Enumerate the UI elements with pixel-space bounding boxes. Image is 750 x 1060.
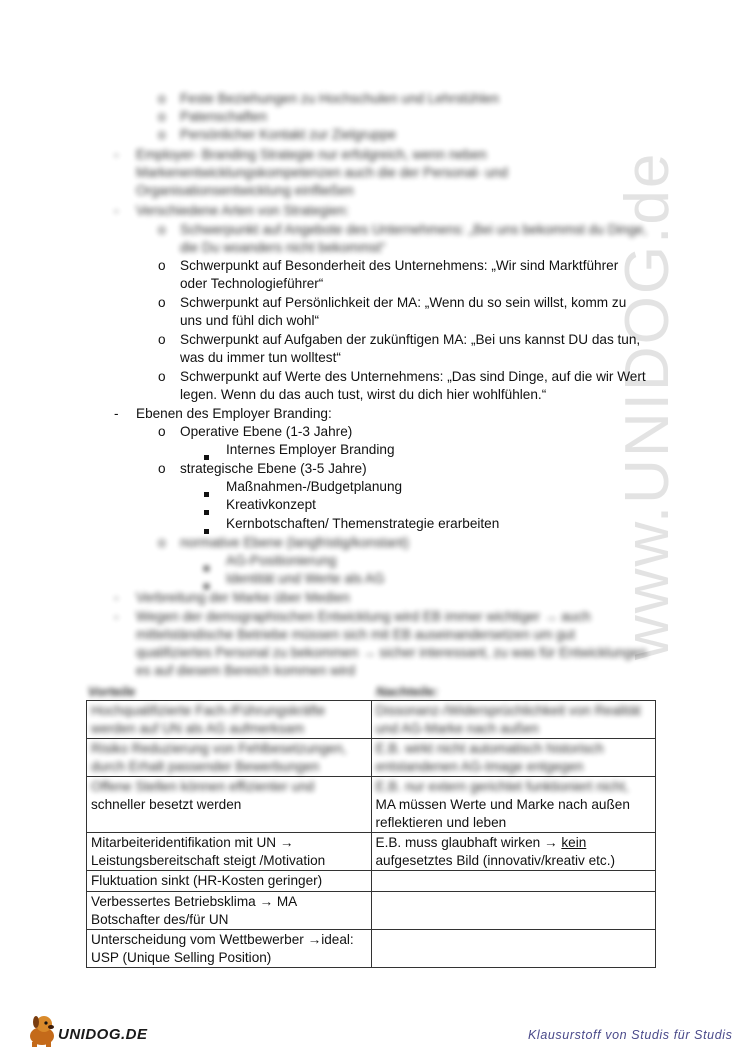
footer-tagline: Klausurstoff von Studis für Studis xyxy=(528,1028,733,1042)
table-cell xyxy=(87,891,372,929)
table-cell xyxy=(87,833,372,871)
table-cell: Risiko Reduzierung von Fehlbesetzungen, durch Erhalt passender Bewerbungen xyxy=(87,739,372,777)
table-cell xyxy=(87,777,372,833)
square-bullet xyxy=(204,484,209,502)
blurred-line: normative Ebene (langfristig/konstant) xyxy=(180,535,409,550)
blurred-line: Patenschaften xyxy=(180,109,267,124)
strategy-line: Schwerpunkt auf Aufgaben der zukünftigen MA: „Bei uns kannst DU das tun, xyxy=(180,332,641,347)
table-row xyxy=(87,930,656,968)
level-item: strategische Ebene (3-5 Jahre) xyxy=(180,461,367,476)
blurred-line: Markenentwicklungskompetenzen auch die der Personal- und xyxy=(136,165,508,180)
cell-text: Botschafter des/für UN xyxy=(91,911,229,927)
strategy-line: legen. Wenn du das auch tust, wirst du dich hier wohlfühlen.“ xyxy=(180,387,547,402)
cell-text: MA müssen Werte und Marke nach außen xyxy=(375,796,630,812)
blurred-line: Identität und Werte als AG xyxy=(226,571,385,586)
table-cell xyxy=(371,930,656,968)
circle-bullet: o xyxy=(158,109,166,124)
table-row xyxy=(87,833,656,871)
level-subitem: Maßnahmen-/Budgetplanung xyxy=(226,479,403,494)
cell-text: Fluktuation sinkt (HR-Kosten geringer) xyxy=(91,873,323,889)
cell-text: Mitarbeiteridentifikation mit UN → xyxy=(91,835,294,851)
circle-bullet: o xyxy=(158,369,166,384)
cell-text: Verbessertes Betriebsklima → MA xyxy=(91,893,298,909)
table-cell xyxy=(371,833,656,871)
pros-cons-table xyxy=(86,700,656,968)
dash-bullet: - xyxy=(114,147,119,162)
blurred-line: Verschiedene Arten von Strategien: xyxy=(136,203,350,218)
blurred-line: Wegen der demographischen Entwicklung wird EB immer wichtiger → auch xyxy=(136,609,591,624)
blurred-line: Persönlicher Kontakt zur Zielgruppe xyxy=(180,127,397,142)
level-subitem: Kernbotschaften/ Themenstrategie erarbeiten xyxy=(226,516,500,531)
table-row xyxy=(87,701,656,739)
strategy-line: was du immer tun wolltest“ xyxy=(180,350,341,365)
table-head-left: Vorteile xyxy=(88,684,136,699)
square-bullet xyxy=(204,502,209,520)
circle-bullet: o xyxy=(158,222,166,237)
circle-bullet: o xyxy=(158,332,166,347)
blurred-line: Employer- Branding Strategie nur erfolgreich, wenn neben xyxy=(136,147,487,162)
level-item: Operative Ebene (1-3 Jahre) xyxy=(180,424,353,439)
blurred-line: es auf diesem Bereich kommen wird xyxy=(136,663,356,678)
table-row xyxy=(87,891,656,929)
circle-bullet: o xyxy=(158,535,166,550)
blurred-line: die Du woanders nicht bekommst“ xyxy=(180,240,386,255)
cell-text: Leistungsbereitschaft steigt /Motivation xyxy=(91,852,326,868)
watermark: www.UNIDOG.de xyxy=(613,151,682,660)
level-subitem: Internes Employer Branding xyxy=(226,442,395,457)
circle-bullet: o xyxy=(158,127,166,142)
cell-text: schneller besetzt werden xyxy=(91,796,242,812)
blurred-line: mittelständische Betriebe müssen sich mit EB auseinandersetzen um gut xyxy=(136,627,575,642)
blurred-line: Feste Beziehungen zu Hochschulen und Lehrstühlen xyxy=(180,91,499,106)
table-cell: E.B. wirkt nicht automatisch historisch entstandenen AG-Image entgegen xyxy=(371,739,656,777)
strategy-line: oder Technologieführer“ xyxy=(180,276,324,291)
table-cell xyxy=(371,891,656,929)
table-cell xyxy=(371,777,656,833)
circle-bullet: o xyxy=(158,295,166,310)
blurred-line: Schwerpunkt auf Angebote des Unternehmens: „Bei uns bekommst du Dinge, xyxy=(180,222,647,237)
table-row xyxy=(87,777,656,833)
cell-text: USP (Unique Selling Position) xyxy=(91,949,272,965)
cell-text: reflektieren und leben xyxy=(375,814,507,830)
dash-bullet: - xyxy=(114,590,119,605)
level-subitem: Kreativkonzept xyxy=(226,497,316,512)
circle-bullet: o xyxy=(158,424,166,439)
strategy-line: Schwerpunkt auf Persönlichkeit der MA: „Wenn du so sein willst, komm zu xyxy=(180,295,627,310)
strategy-line: Schwerpunkt auf Besonderheit des Unternehmens: „Wir sind Marktführer xyxy=(180,258,619,273)
blurred-line: Organisationsentwicklung einfließen xyxy=(136,183,354,198)
table-cell: Hochqualifizierte Fach-/Führungskräfte werden auf UN als AG aufmerksam xyxy=(87,701,372,739)
dash-bullet: - xyxy=(114,203,119,218)
circle-bullet: o xyxy=(158,258,166,273)
dog-logo-icon xyxy=(22,1012,62,1048)
table-cell xyxy=(371,871,656,892)
table-cell xyxy=(87,930,372,968)
blurred-cell-line: E.B. nur extern gerichtet funktioniert nicht, xyxy=(375,779,629,795)
blurred-line: qualifiziertes Personal zu bekommen → sicher interessant, zu was für Entwicklungen xyxy=(136,645,647,660)
blurred-line: AG-Positionierung xyxy=(226,553,337,568)
circle-bullet: o xyxy=(158,461,166,476)
underlined-text: kein xyxy=(561,835,587,851)
blurred-cell-line: Offene Stellen können effizienter und xyxy=(91,779,315,795)
table-row xyxy=(87,739,656,777)
strategy-line: Schwerpunkt auf Werte des Unternehmens: „Das sind Dinge, auf die wir Wert xyxy=(180,369,646,384)
cell-text: aufgesetztes Bild (innovativ/kreativ etc.) xyxy=(375,852,616,868)
dash-bullet: - xyxy=(114,406,119,421)
strategy-line: uns und fühl dich wohl“ xyxy=(180,313,320,328)
dash-bullet: - xyxy=(114,609,119,624)
cell-text: Unterscheidung vom Wettbewerber →ideal: xyxy=(91,932,354,948)
section-heading: Ebenen des Employer Branding: xyxy=(136,406,332,421)
circle-bullet: o xyxy=(158,91,166,106)
table-cell: Dissonanz-/Widersprüchlichkeit von Realität und AG-Marke nach außen xyxy=(371,701,656,739)
square-bullet xyxy=(204,558,209,576)
logo-text: UNIDOG.DE xyxy=(58,1026,148,1043)
cell-text: E.B. muss glaubhaft wirken → xyxy=(375,835,562,851)
table-head-right: Nachteile: xyxy=(376,684,439,699)
table-cell xyxy=(87,871,372,892)
table-row xyxy=(87,871,656,892)
blurred-line: Verbreitung der Marke über Medien xyxy=(136,590,350,605)
